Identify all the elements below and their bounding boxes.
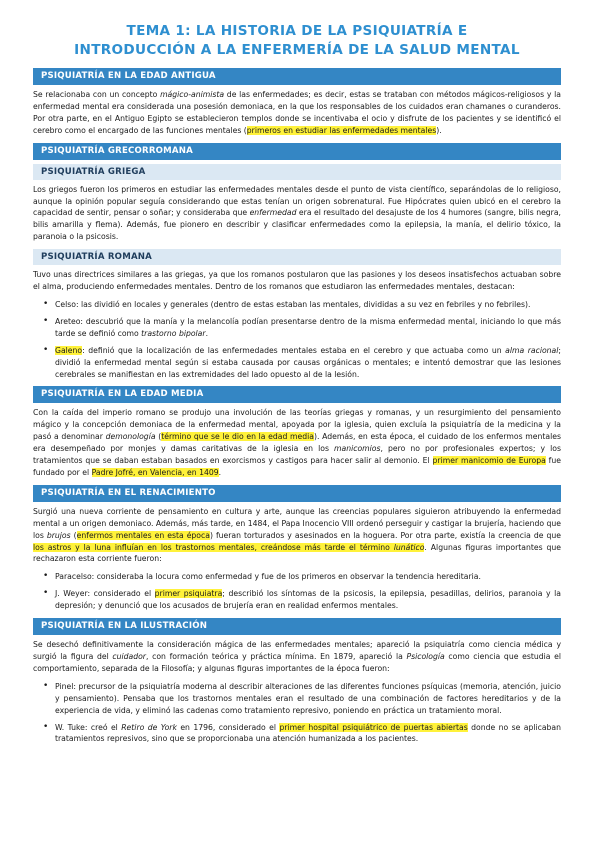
section-heading-grecorromana: PSIQUIATRÍA GRECORROMANA [33,143,561,160]
list-item-weyer: • J. Weyer: considerado el primer psiquiatra; describió los síntomas de la psicosis, la epilepsia, pesadillas, delirios, paranoia y la depresión; y denunció que los acusados de brujería eran en realidad enfermos mentales. [55,588,561,612]
list-item-galeno: • Galeno: definió que la localización de las enfermedades mentales estaba en el cerebro y que actuaba como un alma racional; dividió la enfermedad mental según si estaba causada por causas orgánicas o mentales; e intentó demostrar que las lesiones cerebrales se manifiestan en las extremidades del lado opuesto al de la lesión. [55,345,561,381]
term-magico-animista: mágico-animista [160,90,225,99]
highlight: primeros en estudiar las enfermedades mentales [246,125,437,135]
list-item-areteo: • Areteo: descubrió que la manía y la melancolía podían presentarse dentro de la misma enfermedad mental, iniciando lo que más tarde se definió como trastorno bipolar. [55,316,561,340]
section-heading-media: PSIQUIATRÍA EN LA EDAD MEDIA [33,386,561,403]
highlight: primer manicomio de Europa [432,456,546,466]
highlight: primer hospital psiquiátrico de puertas abiertas [279,722,468,732]
paragraph-romana: Tuvo unas directrices similares a las griegas, ya que los romanos postularon que las pasiones y los deseos insatisfechos actuaban sobre el alma, produciendo enfermedades mentales. Dentro de los romanos que estudiaron las enfermedades mentales, destacan: [33,270,561,292]
highlight: los astros y la luna influían en los trastornos mentales, creándose más tarde el término lunático [33,542,425,552]
subsection-heading-griega: PSIQUIATRÍA GRIEGA [33,164,561,180]
list-item-tuke: • W. Tuke: creó el Retiro de York en 1796, considerado el primer hospital psiquiátrico de puertas abiertas donde no se aplicaban tratamientos represivos, sino que se proporcionaba una atención humanizada a los pacientes. [55,722,561,746]
term-enfermedad: enfermedad [249,208,297,218]
list-renacimiento [33,571,561,612]
list-romanos [33,299,561,380]
section-heading-ilustracion: PSIQUIATRÍA EN LA ILUSTRACIÓN [33,618,561,635]
list-ilustracion [33,681,561,746]
paragraph-media: Con la caída del imperio romano se produjo una involución de las teorías griegas y romanas, y un resurgimiento del pensamiento mágico y la concepción demoniaca de la enfermedad mental, apoyada por la iglesia, quien excluía la psiquiatría de la medicina y la pasó a denominar demonología (término que se le dio en la edad media). Además, en esta época, el cuidado de los enfermos mentales era desempeñado por monjes y damas caritativas de la iglesia en los manicomios, pero no por profesionales expertos; y los tratamientos que se daban estaban basados en exorcismos y castigos para hacer salir al demonio. El primer manicomio de Europa fue fundado por el Padre Jofré, en Valencia, en 1409. [33,408,561,477]
section-heading-antigua: PSIQUIATRÍA EN LA EDAD ANTIGUA [33,68,561,85]
paragraph-antigua: Se relacionaba con un concepto mágico-animista de las enfermedades; es decir, estas se trataban con métodos mágicos-religiosos y la enfermedad mental era considerada una posesión demoniaca, en la que los responsables de los cuidados eran chamanes o curanderos. Por otra parte, en el Antiguo Egipto se establecieron templos donde se incentivaba el ocio y disfrute de los pacientes y se identificó el cerebro como el encargado de las funciones mentales (primeros en estudiar las enfermedades mentales). [33,90,561,135]
title-line-1: TEMA 1: LA HISTORIA DE LA PSIQUIATRÍA E [126,23,468,39]
highlight: término que se le dio en la edad media [161,432,314,442]
subsection-heading-romana: PSIQUIATRÍA ROMANA [33,249,561,265]
title-line-2: INTRODUCCIÓN A LA ENFERMERÍA DE LA SALUD MENTAL [74,42,520,58]
highlight: Padre Jofré, en Valencia, en 1409 [91,467,219,477]
highlight: primer psiquiatra [154,589,223,599]
highlight: Galeno [55,345,83,355]
list-item-paracelso: • Paracelso: consideraba la locura como enfermedad y fue de los primeros en observar la tendencia hereditaria. [55,571,561,583]
paragraph-ilustracion: Se desechó definitivamente la consideración mágica de las enfermedades mentales; apareció la psiquiatría como ciencia médica y surgió la figura del cuidador, con formación teórica y práctica mínima. En 1879, apareció la Psicología como ciencia que estudia el comportamiento, separada de la Filosofía; y algunas figuras importantes de la época fueron: [33,640,561,673]
paragraph-renacimiento: Surgió una nueva corriente de pensamiento en cultura y arte, aunque las creencias populares siguieron atribuyendo la enfermedad mental a un origen demoniaco. Además, más tarde, en 1484, el Papa Inocencio VIII ordenó perseguir y castigar la brujería, haciendo que los brujos (enfermos mentales en esta época) fueran torturados y asesinados en la hoguera. Por otra parte, existía la creencia de que los astros y la luna influían en los trastornos mentales, creándose más tarde el término lunático. Algunas figuras importantes que rechazaron esta corriente fueron: [33,506,561,564]
highlight: enfermos mentales en esta época [76,530,210,540]
page-title [33,22,561,60]
list-item-celso: • Celso: las dividió en locales y generales (dentro de estas estaban las mentales, divididas a su vez en febriles y no febriles). [55,299,561,311]
list-item-pinel: • Pinel: precursor de la psiquiatría moderna al describir alteraciones de las diferentes funciones psíquicas (memoria, atención, juicio y pensamiento). Pensaba que los trastornos mentales eran el resultado de una combinación de factores hereditarios y de la experiencia de vida, y eliminó las cadenas como tratamiento represivo, poniendo en práctica un tratamiento moral. [55,681,561,717]
section-heading-renacimiento: PSIQUIATRÍA EN EL RENACIMIENTO [33,485,561,502]
paragraph-griega: Los griegos fueron los primeros en estudiar las enfermedades mentales desde el punto de vista científico, separándolas de lo religioso, aunque la opinión popular seguía considerando que estas tenían un origen sobrenatural. Fue Hipócrates quien ubicó en el cerebro la capacidad de sentir, pensar o soñar; y consideraba que enfermedad era el resultado del desajuste de los 4 humores (sangre, bilis negra, bilis amarilla y flema). Además, fue pionero en describir y clasificar enfermedades como la epilepsia, la manía, el delirio tóxico, la paranoia o la psicosis. [33,184,561,242]
